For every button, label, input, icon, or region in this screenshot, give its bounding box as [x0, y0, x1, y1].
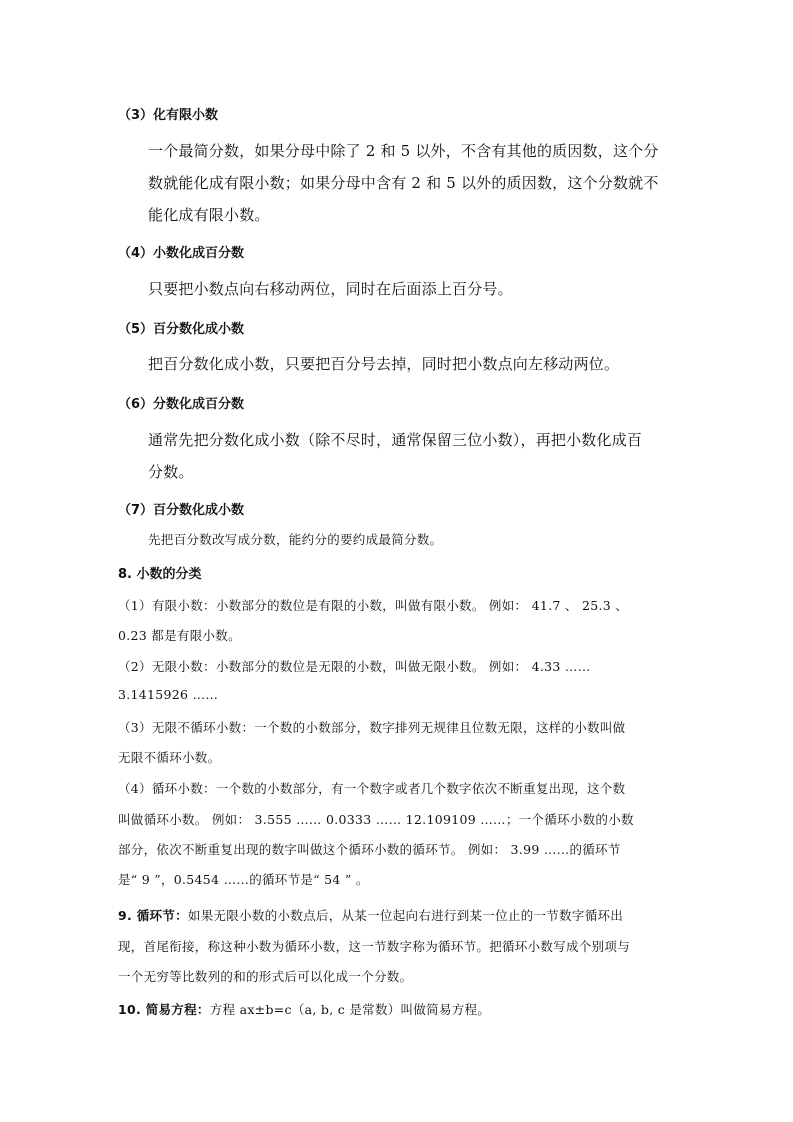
subsection-3-line: 能化成有限小数。: [148, 206, 270, 224]
section-9-line: 现，首尾衔接，称这种小数为循环小数，这一节数字称为循环节。把循环小数写成个别项与: [118, 939, 631, 954]
subsection-5-line: 把百分数化成小数，只要把百分号去掉，同时把小数点向左移动两位。: [148, 355, 620, 373]
subsection-4-line: 只要把小数点向右移动两位，同时在后面添上百分号。: [148, 280, 513, 298]
section-8-line: （3）无限不循环小数：一个数的小数部分，数字排列无规律且位数无限，这样的小数叫做: [118, 720, 626, 735]
subsection-6-line: 分数。: [148, 463, 194, 481]
subsection-7-heading: （7）百分数化成小数: [118, 503, 245, 518]
subsection-3-line: 数就能化成有限小数；如果分母中含有 2 和 5 以外的质因数，这个分数就不: [148, 174, 659, 192]
subsection-4-heading: （4）小数化成百分数: [118, 246, 245, 261]
subsection-3-heading: （3）化有限小数: [118, 108, 219, 123]
section-8-line: 3.1415926 ……: [118, 687, 219, 702]
subsection-6-heading: （6）分数化成百分数: [118, 397, 245, 412]
section-10-term: 10. 简易方程：: [118, 1002, 210, 1017]
section-9-line: [118, 906, 623, 924]
section-8-line: 无限不循环小数。: [118, 750, 221, 765]
subsection-6-line: 通常先把分数化成小数（除不尽时，通常保留三位小数），再把小数化成百: [148, 431, 643, 449]
section-8-heading: 8. 小数的分类: [118, 567, 202, 582]
section-8-line: 0.23 都是有限小数。: [118, 628, 241, 643]
subsection-5-heading: （5）百分数化成小数: [118, 322, 245, 337]
section-8-line: （2）无限小数：小数部分的数位是无限的小数，叫做无限小数。 例如： 4.33 ……: [118, 659, 591, 674]
section-8-line: （1）有限小数：小数部分的数位是有限的小数，叫做有限小数。 例如： 41.7 、 25.3 、: [118, 598, 629, 613]
section-8-line: 叫做循环小数。 例如： 3.555 …… 0.0333 …… 12.109109 ……；一个循环小数的小数: [118, 812, 634, 827]
section-9-line: 一个无穷等比数列的和的形式后可以化成一个分数。: [118, 969, 413, 984]
section-10-line: [118, 1000, 490, 1018]
subsection-7-line: 先把百分数改写成分数，能约分的要约成最简分数。: [148, 532, 443, 547]
section-9-term: 9. 循环节：: [118, 908, 188, 923]
subsection-3-line: 一个最简分数，如果分母中除了 2 和 5 以外，不含有其他的质因数，这个分: [148, 142, 659, 160]
section-9-text: 如果无限小数的小数点后，从某一位起向右进行到某一位止的一节数字循环出: [187, 908, 624, 923]
section-8-line: （4）循环小数：一个数的小数部分，有一个数字或者几个数字依次不断重复出现，这个数: [118, 781, 626, 796]
section-10-text: 方程 ax±b=c（a, b, c 是常数）叫做简易方程。: [209, 1002, 491, 1017]
section-8-line: 部分，依次不断重复出现的数字叫做这个循环小数的循环节。 例如： 3.99 ……的循环节: [118, 842, 621, 857]
section-8-line: 是“ 9 ”，0.5454 ……的循环节是“ 54 ” 。: [118, 872, 369, 887]
